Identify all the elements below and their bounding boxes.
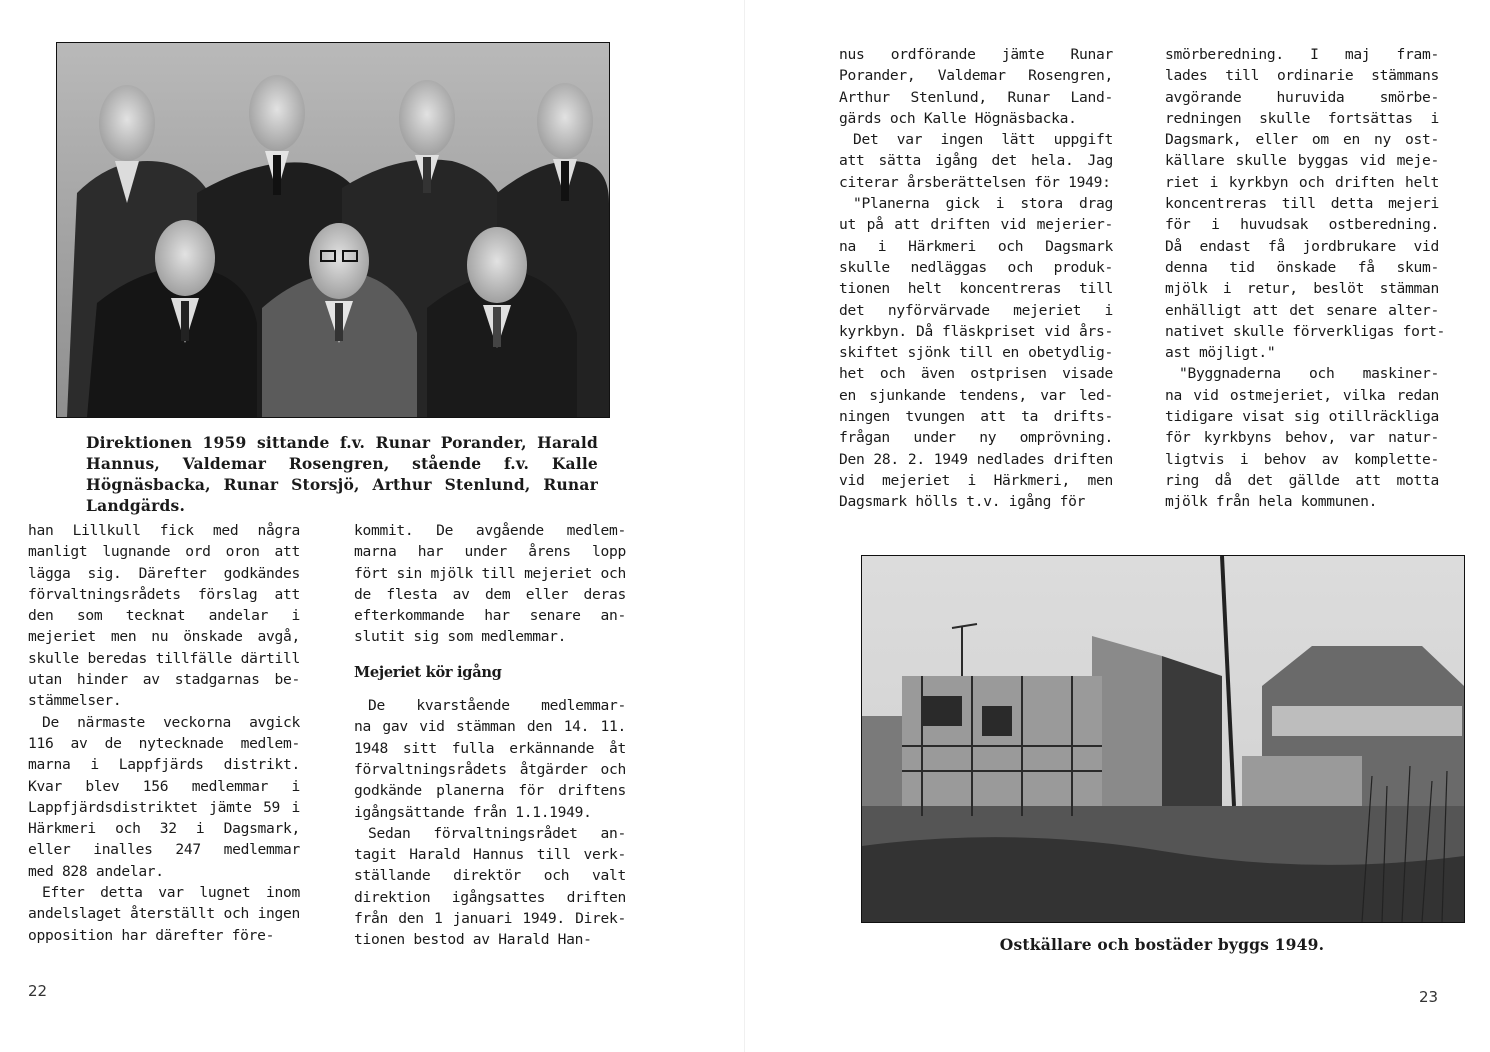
text-line: avgörande huruvida smörbe- — [1165, 88, 1439, 106]
text-line: utan hinder av stadgarnas be- — [28, 671, 300, 689]
text-line: vid mejeriet i Härkmeri, men — [839, 471, 1113, 489]
text-line: denna tid önskade få skum- — [1165, 258, 1439, 276]
text-line: Härkmeri och 32 i Dagsmark, — [28, 820, 300, 838]
right-column-1 — [839, 44, 1113, 513]
text-line: Lappfjärdsdistriktet jämte 59 i — [28, 798, 300, 816]
text-line: ast möjligt." — [1165, 344, 1276, 362]
text-line: ningen tvungen att ta drifts- — [839, 408, 1113, 426]
text-line: marna har under årens lopp — [354, 543, 626, 561]
text-line: källare skulle byggas vid meje- — [1165, 152, 1439, 170]
paragraph — [28, 882, 300, 946]
text-line: opposition har därefter före- — [28, 926, 275, 944]
text-line: han Lillkull fick med några — [28, 522, 300, 539]
paragraph — [354, 823, 626, 951]
text-line: smörberedning. I maj fram- — [1165, 46, 1439, 63]
text-line: lägga sig. Därefter godkändes — [28, 564, 300, 582]
text-line: stämmelser. — [28, 692, 122, 710]
text-line: lades till ordinarie stämmans — [1165, 67, 1439, 85]
text-line: skiftet sjönk till en obetydlig- — [839, 344, 1113, 362]
text-line: Efter detta var lugnet inom — [42, 884, 300, 902]
text-line: med 828 andelar. — [28, 862, 164, 880]
text-line: na gav vid stämman den 14. 11. — [354, 718, 626, 736]
text-line: Då endast få jordbrukare vid — [1165, 237, 1439, 255]
left-column-1 — [28, 520, 300, 946]
paragraph — [1165, 363, 1439, 512]
paragraph — [354, 695, 626, 823]
page-number-right: 23 — [1419, 988, 1439, 1006]
text-line: de flesta av dem eller deras — [354, 585, 626, 603]
text-line: ligtvis i behov av komplette- — [1165, 450, 1439, 468]
paragraph — [839, 44, 1113, 129]
text-line: nativet skulle förverkligas fort- — [1165, 322, 1446, 340]
text-line: för i huvudsak ostberedning. — [1165, 216, 1439, 234]
text-line: Det var ingen lätt uppgift — [853, 131, 1113, 149]
text-line: riet i kyrkbyn och driften helt — [1165, 173, 1439, 191]
text-line: fört sin mjölk till mejeriet och — [354, 564, 626, 582]
right-column-2 — [1165, 44, 1446, 513]
text-line: na i Härkmeri och Dagsmark — [839, 237, 1113, 255]
text-line: godkände planerna för driftens — [354, 782, 626, 800]
text-line: andelslaget återställt och ingen — [28, 905, 300, 923]
text-line: tidigare visat sig otillräckliga — [1165, 408, 1439, 426]
text-line: citerar årsberättelsen för 1949: — [839, 173, 1111, 191]
text-line: na vid ostmejeriet, vilka redan — [1165, 386, 1439, 404]
text-line: Arthur Stenlund, Runar Land- — [839, 88, 1113, 106]
text-line: tionen helt koncentreras till — [839, 280, 1113, 298]
paragraph — [28, 712, 300, 882]
construction-photo — [861, 555, 1465, 923]
text-line: mjölk i retur, beslöt stämman — [1165, 280, 1439, 298]
board-photo-caption: Direktionen 1959 sittande f.v. Runar Porander, Harald Hannus, Valdemar Rosengren, stående f.v. Kalle Högnäsbacka, Runar Storsjö, Arthur Stenlund, Runar Landgärds. — [86, 433, 598, 515]
text-line: ring då det gällde att motta — [1165, 471, 1439, 489]
paragraph — [839, 129, 1113, 193]
text-line: marna i Lappfjärds distrikt. — [28, 756, 300, 774]
text-line: en sjunkande tendens, var led- — [839, 386, 1113, 404]
text-line: skulle nedläggas och produk- — [839, 258, 1113, 276]
text-line: det nyförvärvade mejeriet i — [839, 301, 1113, 319]
text-line: nus ordförande jämte Runar — [839, 46, 1113, 63]
board-group-photo — [56, 42, 610, 418]
construction-photo-caption: Ostkällare och bostäder byggs 1949. — [999, 935, 1325, 954]
right-page — [745, 0, 1490, 1052]
text-line: förvaltningsrådets åtgärder och — [354, 760, 626, 778]
page-number-left: 22 — [28, 982, 48, 1000]
text-line: skulle beredas tillfälle därtill — [28, 649, 300, 667]
text-line: 116 av de nytecknade medlem- — [28, 734, 300, 752]
text-line: mjölk från hela kommunen. — [1165, 493, 1378, 511]
text-line: frågan under ny omprövning. — [839, 429, 1113, 447]
text-line: manligt lugnande ord oron att — [28, 543, 300, 561]
text-line: Sedan förvaltningsrådet an- — [368, 824, 626, 842]
paragraph — [354, 520, 626, 648]
text-line: het och även ostprisen visade — [839, 365, 1113, 383]
text-line: efterkommande har senare an- — [354, 607, 626, 625]
paragraph — [839, 193, 1113, 512]
left-column-2 — [354, 520, 626, 951]
text-line: förvaltningsrådets förslag att — [28, 585, 300, 603]
text-line: den som tecknat andelar i — [28, 607, 300, 625]
text-line: ställande direktör och valt — [354, 867, 626, 885]
text-line: från den 1 januari 1949. Direk- — [354, 910, 626, 928]
text-line: igångsättande från 1.1.1949. — [354, 803, 592, 821]
text-line: kommit. De avgående medlem- — [354, 522, 626, 539]
text-line: slutit sig som medlemmar. — [354, 628, 567, 646]
paragraph — [28, 520, 300, 712]
text-line: koncentreras till detta mejeri — [1165, 195, 1439, 213]
text-line: Dagsmark hölls t.v. igång för — [839, 493, 1086, 511]
text-line: Kvar blev 156 medlemmar i — [28, 777, 300, 795]
text-line: eller inalles 247 medlemmar — [28, 841, 300, 859]
text-line: att sätta igång det hela. Jag — [839, 152, 1113, 170]
text-line: ut på att driften vid mejerier- — [839, 216, 1113, 234]
text-line: tionen bestod av Harald Han- — [354, 931, 592, 949]
text-line: tagit Harald Hannus till verk- — [354, 846, 626, 864]
text-line: "Planerna gick i stora drag — [853, 195, 1113, 213]
text-line: Dagsmark, eller om en ny ost- — [1165, 131, 1439, 149]
text-line: De kvarstående medlemmar- — [368, 697, 626, 715]
text-line: gärds och Kalle Högnäsbacka. — [839, 109, 1077, 127]
text-line: kyrkbyn. Då fläskpriset vid års- — [839, 322, 1113, 340]
text-line: redningen skulle fortsättas i — [1165, 109, 1439, 127]
text-line: enhälligt att det senare alter- — [1165, 301, 1439, 319]
paragraph — [1165, 44, 1446, 363]
text-line: Den 28. 2. 1949 nedlades driften — [839, 450, 1113, 468]
text-line: för kyrkbyns behov, var natur- — [1165, 429, 1439, 447]
text-line: "Byggnaderna och maskiner- — [1179, 365, 1439, 383]
text-line: mejeriet men nu önskade avgå, — [28, 628, 300, 646]
text-line: De närmaste veckorna avgick — [42, 713, 300, 731]
text-line: direktion igångsattes driften — [354, 888, 626, 906]
text-line: Porander, Valdemar Rosengren, — [839, 67, 1113, 85]
text-line: 1948 sitt fulla erkännande åt — [354, 739, 626, 757]
section-subheading: Mejeriet kör igång — [354, 663, 502, 681]
